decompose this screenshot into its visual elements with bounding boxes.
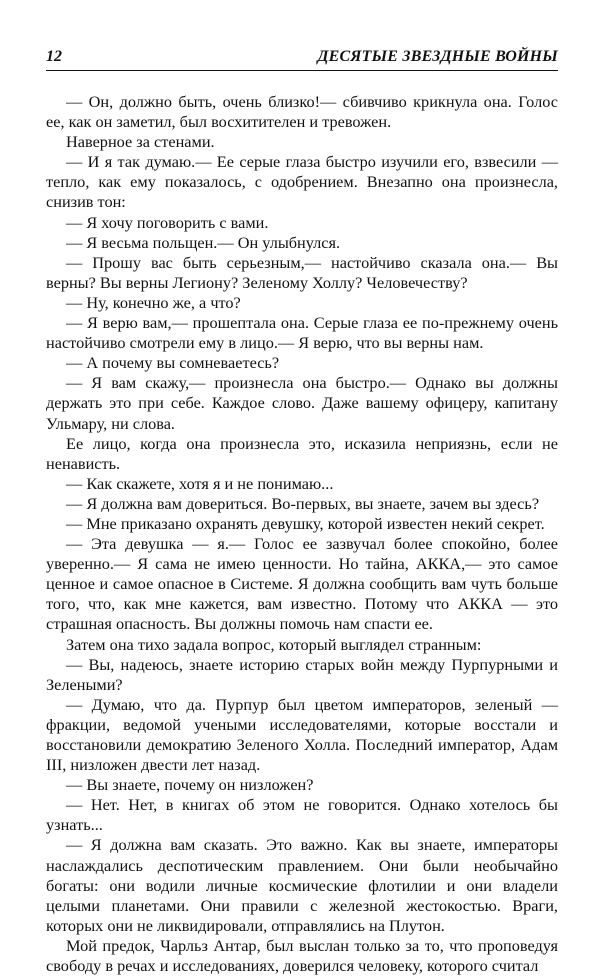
paragraph: Наверное за стенами. [66,132,215,152]
page-number: 12 [46,48,62,65]
paragraph: Мой предок, Чарльз Антар, был выслан только за то, что проповедуя свободу в речах и исследованиях, доверился человеку, которого считал [46,935,558,976]
paragraph: — Как скажете, хотя я и не понимаю... [66,473,334,493]
page-header [46,46,558,71]
paragraph: Ее лицо, когда она произнесла это, исказила неприязнь, если не ненависть. [46,433,558,473]
body-text [46,92,558,976]
paragraph: — А почему вы сомневаетесь? [66,353,280,373]
paragraph: — Нет. Нет, в книгах об этом не говорится. Однако хотелось бы узнать... [46,795,558,835]
paragraph: — Вы знаете, почему он низложен? [66,775,314,795]
paragraph: — Прошу вас быть серьезным,— настойчиво сказала она.— Вы верны? Вы верны Легиону? Зеленому Холлу? Человечеству? [46,252,558,292]
paragraph: Затем она тихо задала вопрос, который выглядел странным: [66,634,482,654]
paragraph: — Я вам скажу,— произнесла она быстро.— Однако вы должны держать это при себе. Каждое слово. Даже вашему офицеру, капитану Ульмару, ни слова. [46,373,558,433]
paragraph: — Вы, надеюсь, знаете историю старых войн между Пурпурными и Зелеными? [46,654,558,694]
paragraph: — Я должна вам сказать. Это важно. Как вы знаете, императоры наслаждались деспотическим правлением. Они были необычайно богаты: они водили личные космические флотилии и они владели целыми планетами. Они правили с железной жестокостью. Враги, которых они не ликвидировали, отправлялись на Плутон. [46,835,558,935]
paragraph: — Я должна вам довериться. Во-первых, вы знаете, зачем вы здесь? [66,493,540,513]
paragraph: — Эта девушка — я.— Голос ее зазвучал более спокойно, более уверенно.— Я сама не имею ценности. Но тайна, АККА,— это самое ценное и самое опасное в Системе. Я должна сообщить вам чуть больше того, что, как мне кажется, вам известно. Потому что АККА — это страшная опасность. Вы должны помочь нам спасти ее. [46,534,558,634]
running-title: ДЕСЯТЫЕ ЗВЕЗДНЫЕ ВОЙНЫ [317,48,558,65]
paragraph: — Думаю, что да. Пурпур был цветом императоров, зеленый — фракции, ведомой учеными исследователями, которые восстали и восстановили демократию Зеленого Холла. Последний император, Адам III, низложен двести лет назад. [46,694,558,775]
paragraph: — Он, должно быть, очень близко!— сбивчиво крикнула она. Голос ее, как он заметил, был восхитителен и тревожен. [46,92,558,132]
paragraph: — Я весьма польщен.— Он улыбнулся. [66,232,341,252]
paragraph: — Я хочу поговорить с вами. [66,212,269,232]
paragraph: — Я верю вам,— прошептала она. Серые глаза ее по-прежнему очень настойчиво смотрели ему в лицо.— Я верю, что вы верны нам. [46,313,558,353]
paragraph: — Мне приказано охранять девушку, которой известен некий секрет. [66,513,545,533]
paragraph: — И я так думаю.— Ее серые глаза быстро изучили его, взвесили — тепло, как ему показалось, с одобрением. Внезапно она произнесла, снизив тон: [46,152,558,212]
paragraph: — Ну, конечно же, а что? [66,292,241,312]
